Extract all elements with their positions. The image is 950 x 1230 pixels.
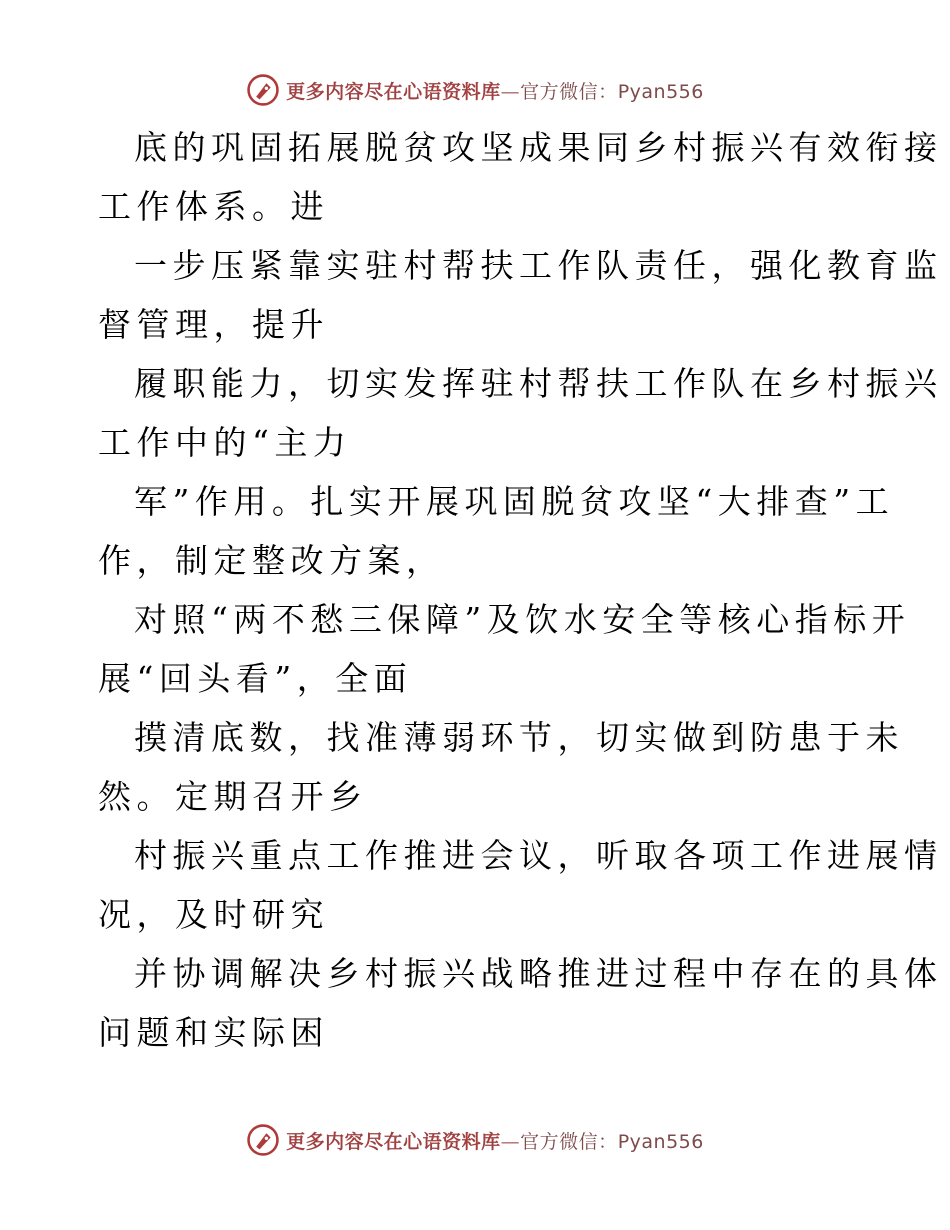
text-line: 军”作用。扎实开展巩固脱贫攻坚“大排查”工	[134, 482, 895, 521]
watermark-text	[286, 1127, 704, 1154]
watermark-site: 更多内容尽在心语资料库	[286, 80, 501, 103]
document-body	[98, 118, 943, 1062]
text-line: 问题和实际困	[98, 1013, 329, 1052]
watermark-wechat-label: 官方微信：	[520, 80, 618, 103]
text-line: 村振兴重点工作推进会议，听取各项工作进展情	[134, 836, 943, 875]
text-line: 对照“两不愁三保障”及饮水安全等核心指标开	[134, 600, 911, 639]
watermark-separator: —	[500, 1130, 521, 1153]
text-line: 然。定期召开乡	[98, 777, 368, 816]
text-line: 履职能力，切实发挥驻村帮扶工作队在乡村振兴	[134, 364, 943, 403]
watermark-wechat-label: 官方微信：	[520, 1130, 618, 1153]
text-line: 工作体系。进	[98, 187, 329, 226]
text-line: 督管理，提升	[98, 305, 329, 344]
watermark-text	[286, 77, 704, 104]
watermark-site: 更多内容尽在心语资料库	[286, 1130, 501, 1153]
watermark-wechat-id: Pyan556	[617, 80, 704, 103]
text-line: 况，及时研究	[98, 895, 329, 934]
text-line: 作，制定整改方案，	[98, 541, 445, 580]
pen-nib-circle-icon	[246, 73, 280, 107]
text-line: 展“回头看”，全面	[98, 659, 413, 698]
text-line: 一步压紧靠实驻村帮扶工作队责任，强化教育监	[134, 246, 943, 285]
watermark-wechat-id: Pyan556	[617, 1130, 704, 1153]
footer-watermark	[0, 1120, 950, 1160]
watermark-separator: —	[500, 80, 521, 103]
pen-nib-circle-icon	[246, 1123, 280, 1157]
header-watermark	[0, 70, 950, 110]
text-line: 摸清底数，找准薄弱环节，切实做到防患于未	[134, 718, 904, 757]
text-line: 并协调解决乡村振兴战略推进过程中存在的具体	[134, 954, 943, 993]
text-line: 工作中的“主力	[98, 423, 352, 462]
text-line: 底的巩固拓展脱贫攻坚成果同乡村振兴有效衔接	[134, 128, 943, 167]
